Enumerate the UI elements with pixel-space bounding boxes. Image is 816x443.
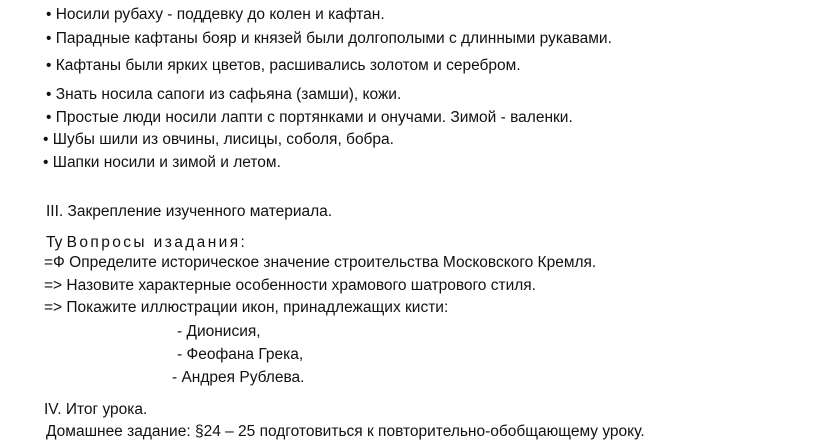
bullet-item: • Носили рубаху - поддевку до колен и кафтан. (46, 6, 385, 23)
painter-item: - Андрея Рублева. (172, 369, 305, 386)
question-item: => Назовите характерные особенности храмового шатрового стиля. (44, 277, 536, 294)
bullet-item: • Шубы шили из овчины, лисицы, соболя, бобра. (43, 131, 394, 148)
bullet-item: • Простые люди носили лапти с портянками и онучами. Зимой - валенки. (46, 109, 573, 126)
bullet-item: • Шапки носили и зимой и летом. (43, 154, 281, 171)
painter-item: - Дионисия, (177, 323, 261, 340)
bullet-item: • Парадные кафтаны бояр и князей были долгополыми с длинными рукавами. (46, 30, 612, 47)
homework-line: Домашнее задание: §24 – 25 подготовиться к повторительно-обобщающему уроку. (46, 423, 645, 440)
bullet-item: • Кафтаны были ярких цветов, расшивались золотом и серебром. (46, 57, 521, 74)
bullet-item: • Знать носила сапоги из сафьяна (замши), кожи. (46, 86, 402, 103)
questions-title-text: Вопросы изадания: (66, 234, 248, 251)
section-heading-iii: III. Закрепление изученного материала. (46, 203, 333, 220)
questions-title (46, 233, 247, 253)
question-item: => Покажите иллюстрации икон, принадлежащих кисти: (44, 299, 449, 316)
questions-prefix: Ту (46, 234, 67, 251)
painter-item: - Феофана Грека, (177, 346, 304, 363)
section-heading-iv: IV. Итог урока. (44, 401, 148, 418)
question-item: =Ф Определите историческое значение строительства Московского Кремля. (44, 254, 597, 271)
